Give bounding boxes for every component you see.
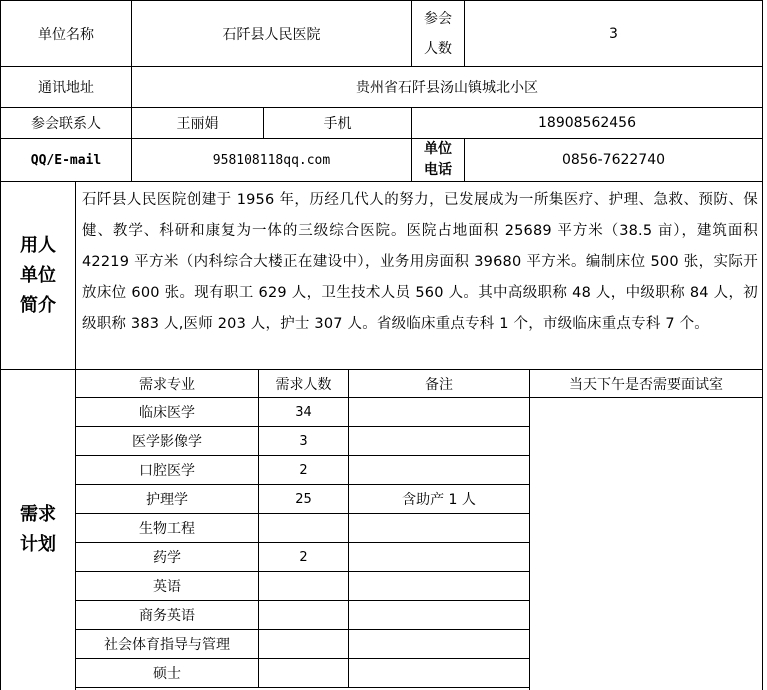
plan-major-cell	[75, 397, 259, 427]
qq-value-cell	[131, 138, 412, 182]
qq-label: QQ/E-mail	[30, 152, 102, 168]
plan-count-cell	[258, 397, 349, 427]
plan-note-cell	[348, 542, 530, 572]
plan-col-note	[348, 369, 530, 398]
phone-label-cell	[411, 138, 465, 182]
plan-col-major	[75, 369, 259, 398]
unit-name-cell	[131, 0, 412, 67]
plan-count-cell	[258, 600, 349, 630]
contact-name-cell	[131, 107, 264, 139]
plan-label-cell	[0, 369, 76, 690]
phone-cell	[464, 138, 763, 182]
plan-major: 硕士	[153, 666, 181, 682]
plan-note: 含助产 1 人	[402, 492, 476, 508]
attendee-count-label: 参会人数	[424, 10, 452, 57]
attendee-count: 3	[609, 25, 618, 42]
plan-major-cell	[75, 542, 259, 572]
plan-count-cell	[258, 658, 349, 688]
plan-major: 临床医学	[139, 405, 195, 421]
plan-col-count	[258, 369, 349, 398]
plan-count-cell	[258, 542, 349, 572]
unit-name-label-cell	[0, 0, 132, 67]
plan-major-cell	[75, 600, 259, 630]
plan-major-cell	[75, 571, 259, 601]
plan-major-cell	[75, 426, 259, 456]
plan-note-cell	[348, 426, 530, 456]
plan-major-cell	[75, 629, 259, 659]
plan-note-cell	[348, 629, 530, 659]
attendee-count-cell	[464, 0, 763, 67]
plan-count-cell	[258, 455, 349, 485]
plan-count-cell	[258, 571, 349, 601]
contact-name: 王丽娟	[176, 116, 219, 132]
plan-note-cell	[348, 600, 530, 630]
plan-count: 25	[295, 491, 312, 507]
plan-col-interview	[529, 369, 763, 398]
plan-major-cell	[75, 513, 259, 543]
mobile-label: 手机	[323, 116, 352, 132]
mobile-cell	[411, 107, 763, 139]
address-label: 通讯地址	[38, 80, 94, 96]
plan-label: 需求计划	[20, 504, 56, 555]
plan-major: 英语	[153, 579, 181, 595]
qq-label-cell	[0, 138, 132, 182]
plan-col-major-label: 需求专业	[139, 376, 195, 393]
plan-major: 药学	[153, 550, 181, 566]
plan-count: 3	[299, 433, 308, 449]
intro-label-cell	[0, 181, 76, 370]
contact-label-cell	[0, 107, 132, 139]
plan-major: 护理学	[146, 492, 188, 508]
unit-name-label: 单位名称	[38, 26, 94, 43]
contact-label: 参会联系人	[31, 116, 101, 132]
plan-note-cell	[348, 455, 530, 485]
plan-col-note-label: 备注	[425, 376, 453, 393]
address-label-cell	[0, 66, 132, 108]
plan-note-cell	[348, 658, 530, 688]
plan-note-cell	[348, 571, 530, 601]
plan-col-count-label: 需求人数	[275, 376, 332, 393]
plan-count: 2	[299, 462, 308, 478]
mobile: 18908562456	[538, 115, 636, 131]
attendee-count-label-cell	[411, 0, 465, 67]
address-cell	[131, 66, 763, 108]
plan-count: 34	[295, 404, 312, 420]
qq-value: 958108118qq.com	[212, 152, 331, 168]
plan-count-cell	[258, 629, 349, 659]
phone: 0856-7622740	[561, 152, 666, 168]
plan-major: 医学影像学	[132, 434, 202, 450]
plan-col-interview-label: 当天下午是否需要面试室	[569, 376, 723, 393]
plan-count-cell	[258, 513, 349, 543]
plan-note-cell	[348, 484, 530, 514]
phone-label: 单位电话	[424, 141, 452, 178]
plan-note-cell	[348, 397, 530, 427]
mobile-label-cell	[263, 107, 412, 139]
intro-text: 石阡县人民医院创建于 1956 年，历经几代人的努力，已发展成为一所集医疗、护理、急救、预防、保健、教学、科研和康复为一体的三级综合医院。医院占地面积 25689 平方米（38.5 亩），建筑面积 42219 平方米（内科综合大楼正在建设中），业务用房面积 39680 平方米。编制床位 500 张，实际开放床位 600 张。现有职工 629 人，卫生技术人员 560 人。其中高级职称 48 人，中级职称 84 人，初级职称 383 人,医师 203 人，护士 307 人。省级临床重点专科 1 个，市级临床重点专科 7 个。	[75, 181, 763, 370]
address: 贵州省石阡县汤山镇城北小区	[356, 80, 538, 96]
plan-major: 商务英语	[139, 608, 195, 624]
plan-major-cell	[75, 484, 259, 514]
interview-merged-cell	[529, 397, 763, 690]
plan-count-cell	[258, 426, 349, 456]
plan-major-cell	[75, 658, 259, 688]
plan-count: 2	[299, 549, 308, 565]
plan-major: 口腔医学	[139, 463, 195, 479]
plan-count-cell	[258, 484, 349, 514]
intro-label: 用人单位简介	[20, 234, 56, 316]
plan-major-cell	[75, 455, 259, 485]
plan-note-cell	[348, 513, 530, 543]
plan-major: 社会体育指导与管理	[104, 637, 230, 653]
unit-name: 石阡县人民医院	[222, 26, 321, 43]
plan-major: 生物工程	[139, 521, 195, 537]
